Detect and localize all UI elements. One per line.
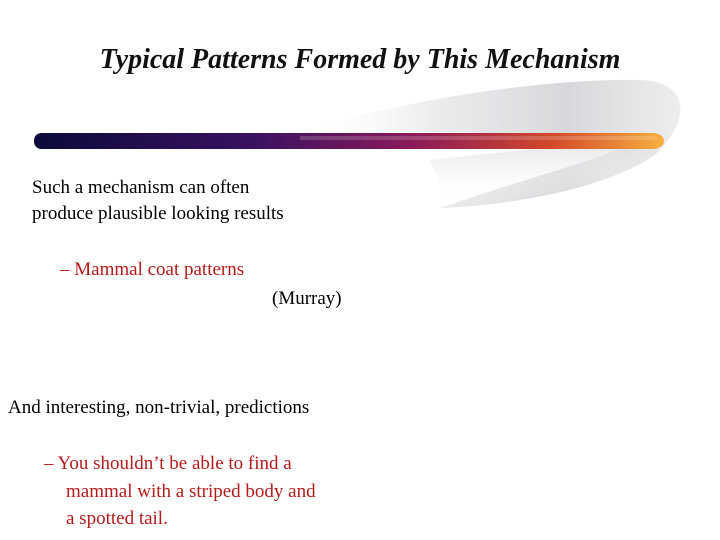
sub-point-2-line-1: – You shouldn’t be able to find a bbox=[44, 453, 292, 474]
point-2-line-1: And interesting, non-trivial, predictions bbox=[8, 397, 310, 418]
sub-point-1-citation: (Murray) bbox=[272, 288, 342, 309]
sub-point-1-line-1: – Mammal coat patterns bbox=[60, 259, 245, 280]
sub-point-2-line-3: a spotted tail. bbox=[66, 508, 168, 529]
slide-title: Typical Patterns Formed by This Mechanism bbox=[99, 44, 621, 75]
swoosh-highlight bbox=[300, 136, 658, 140]
point-1-line-2: produce plausible looking results bbox=[32, 203, 284, 224]
point-1-line-1: Such a mechanism can often bbox=[32, 177, 250, 198]
sub-point-2-line-2: mammal with a striped body and bbox=[66, 481, 316, 502]
swoosh-lower-glow bbox=[430, 146, 660, 206]
swoosh-bar bbox=[34, 133, 664, 149]
